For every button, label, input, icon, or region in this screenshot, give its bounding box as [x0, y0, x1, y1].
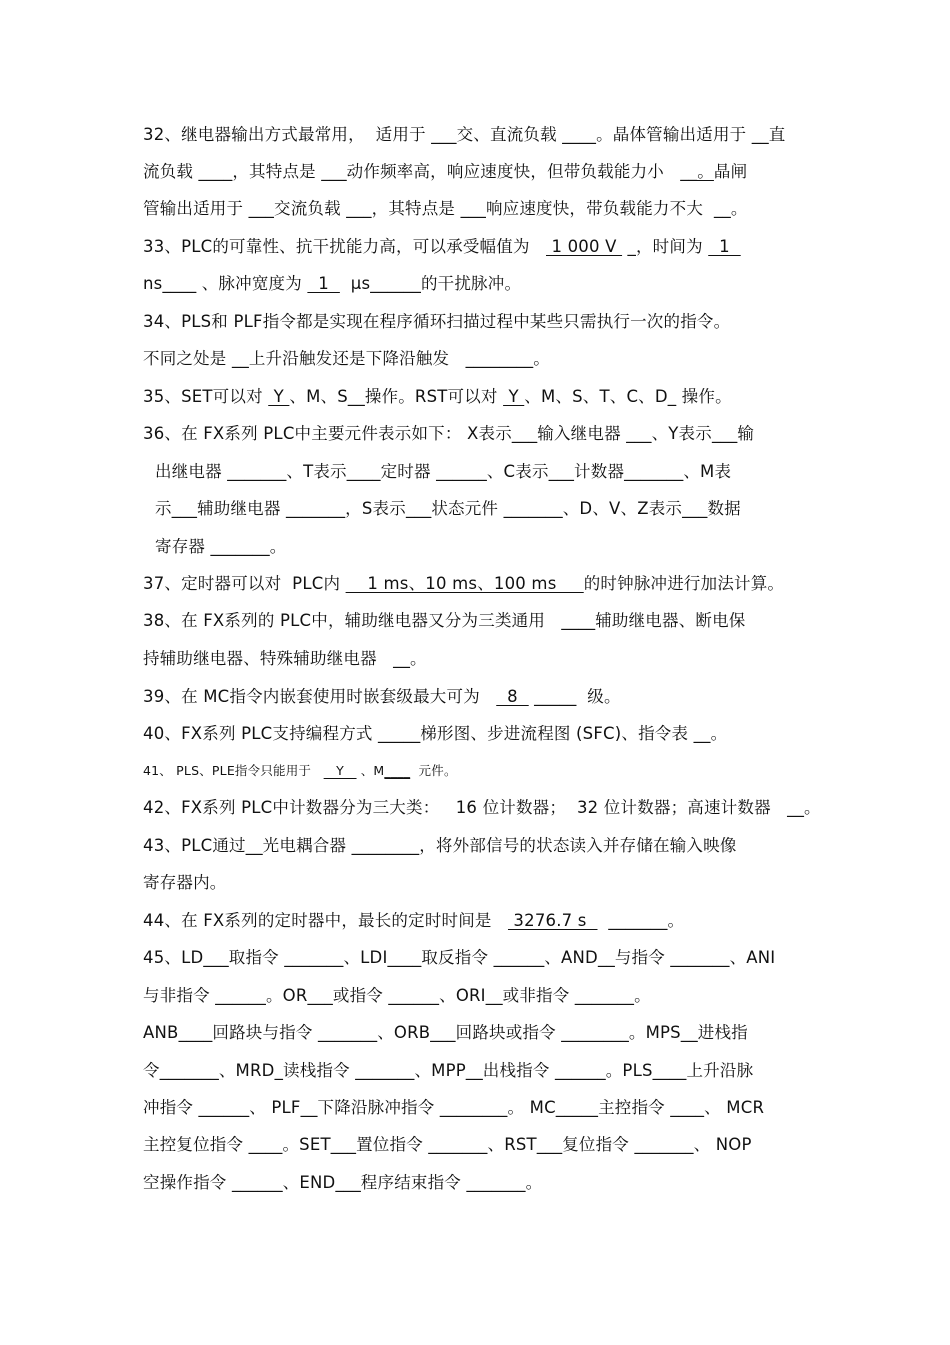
- text-segment: 。: [410, 649, 427, 668]
- text-segment: 、脉冲宽度为: [196, 274, 308, 293]
- answer-blank: ____: [248, 1135, 283, 1154]
- answer-blank: __: [465, 1061, 483, 1080]
- answer-blank: ___: [626, 424, 652, 443]
- text-segment: 、 MCR: [704, 1098, 765, 1117]
- answer-blank: ____: [562, 125, 597, 144]
- text-line: [143, 648, 427, 670]
- text-segment: 示: [155, 499, 172, 518]
- answer-blank: _______: [608, 911, 668, 930]
- text-segment: 交、直流负载: [456, 125, 563, 144]
- text-line: [143, 1022, 748, 1044]
- answer-blank: ___: [682, 499, 708, 518]
- answer-blank: _: [627, 237, 636, 256]
- text-segment: 辅助继电器、断电保: [595, 611, 746, 630]
- text-line: [143, 797, 821, 819]
- text-segment: 空操作指令: [143, 1173, 232, 1192]
- text-line: [143, 686, 621, 708]
- answer-blank: _____: [378, 724, 421, 743]
- answer-blank: _______: [503, 499, 563, 518]
- text-line: [143, 198, 748, 220]
- answer-blank: ____: [346, 462, 381, 481]
- text-line: [143, 910, 684, 932]
- text-segment: 、C表示: [486, 462, 549, 481]
- answer-blank: _______: [227, 462, 287, 481]
- text-segment: 与指令: [614, 948, 671, 967]
- answer-blank: _______: [574, 986, 635, 1005]
- text-line: [143, 872, 227, 894]
- text-segment: 。晶体管输出适用于: [596, 125, 752, 144]
- answer-blank: __: [347, 387, 365, 406]
- answer-blank: _______: [466, 1173, 526, 1192]
- answer-blank: ________: [439, 1098, 508, 1117]
- answer-blank: __: [693, 724, 711, 743]
- text-segment: 输入继电器: [537, 424, 627, 443]
- answer-blank: _______: [318, 1023, 378, 1042]
- text-segment: 35、SET可以对: [143, 387, 269, 406]
- answer-blank: ______: [493, 948, 545, 967]
- text-segment: 45、LD: [143, 948, 204, 967]
- text-segment: 、MRD: [218, 1061, 275, 1080]
- text-segment: 置位指令: [356, 1135, 429, 1154]
- text-segment: 42、FX系列 PLC中计数器分为三大类： 16 位计数器； 32 位计数器；高速计数器: [143, 798, 788, 817]
- answer-blank: ___: [511, 424, 538, 443]
- text-line: [143, 723, 727, 745]
- text-segment: 程序结束指令: [360, 1173, 467, 1192]
- text-segment: 出继电器: [155, 462, 228, 481]
- text-segment: 辅助继电器: [197, 499, 287, 518]
- text-segment: 。: [804, 798, 821, 817]
- answer-blank: _____: [555, 1098, 599, 1117]
- text-segment: 43、PLC通过: [143, 836, 246, 855]
- text-segment: 。: [730, 199, 748, 218]
- text-segment: 令: [143, 1061, 160, 1080]
- text-segment: ，S表示: [345, 499, 406, 518]
- answer-blank: ___: [335, 1173, 361, 1192]
- text-line: [143, 1172, 542, 1194]
- answer-blank: __: [393, 649, 411, 668]
- text-line: [143, 1134, 752, 1156]
- text-segment: 、D、V、Z表示: [562, 499, 683, 518]
- answer-blank: ___: [405, 499, 432, 518]
- answer-blank: Y: [503, 387, 525, 406]
- text-segment: 读栈指令: [283, 1061, 356, 1080]
- answer-blank: _: [274, 1061, 284, 1080]
- text-segment: 36、在 FX系列 PLC中主要元件表示如下： X表示: [143, 424, 512, 443]
- text-segment: μs: [339, 274, 371, 293]
- text-segment: ，将外部信号的状态读入并存储在输入映像: [419, 836, 737, 855]
- answer-blank: ___: [548, 462, 575, 481]
- text-segment: 38、在 FX系列的 PLC中，辅助继电器又分为三类通用: [143, 611, 562, 630]
- text-segment: 动作频率高，响应速度快，但带负载能力小: [346, 162, 681, 181]
- text-segment: 。OR: [265, 986, 308, 1005]
- text-segment: 。 MC: [507, 1098, 556, 1117]
- text-line: [143, 1097, 764, 1119]
- answer-blank: ______: [436, 462, 487, 481]
- text-line: [143, 760, 457, 782]
- text-line: [143, 573, 784, 595]
- answer-blank: 1: [708, 237, 741, 256]
- text-segment: 。: [634, 986, 651, 1005]
- text-segment: 。MPS: [628, 1023, 681, 1042]
- answer-blank: _______: [210, 537, 270, 556]
- text-line: [143, 835, 737, 857]
- answer-blank: ______: [215, 986, 266, 1005]
- text-line: [155, 498, 741, 520]
- text-segment: 、END: [282, 1173, 336, 1192]
- answer-blank: ____: [178, 1023, 213, 1042]
- text-segment: 、RST: [487, 1135, 537, 1154]
- answer-blank: ____: [162, 274, 197, 293]
- text-segment: 上升沿触发还是下降沿触发: [248, 349, 466, 368]
- text-segment: 管输出适用于: [143, 199, 249, 218]
- text-segment: ，其特点是: [371, 199, 461, 218]
- text-line: [143, 947, 775, 969]
- text-line: [143, 273, 521, 295]
- answer-blank: ______: [231, 1173, 283, 1192]
- text-segment: 主控复位指令: [143, 1135, 249, 1154]
- text-segment: 。: [525, 1173, 543, 1192]
- text-segment: 、Y表示: [651, 424, 712, 443]
- answer-blank: ___: [330, 1135, 357, 1154]
- text-segment: 流负载: [143, 162, 199, 181]
- text-line: [143, 348, 550, 370]
- text-segment: 或指令: [332, 986, 389, 1005]
- text-segment: 晶闸: [713, 162, 748, 181]
- text-line: [143, 161, 747, 183]
- answer-blank: _______: [634, 1135, 694, 1154]
- answer-blank: __: [680, 1023, 698, 1042]
- answer-blank: _______: [159, 1061, 219, 1080]
- answer-blank: ________: [561, 1023, 629, 1042]
- answer-blank: _: [667, 387, 677, 406]
- answer-blank: _______: [624, 462, 684, 481]
- text-segment: 进栈指: [697, 1023, 748, 1042]
- text-segment: 、M: [356, 763, 385, 778]
- answer-blank: _____: [534, 687, 577, 706]
- answer-blank: ___: [203, 948, 229, 967]
- text-segment: 、M、S、T、C、D: [524, 387, 668, 406]
- text-segment: 的时钟脉冲进行加法计算。: [583, 574, 785, 593]
- answer-blank: ___: [171, 499, 198, 518]
- text-segment: 梯形图、步进流程图 (SFC)、指令表: [420, 724, 694, 743]
- text-segment: [598, 911, 609, 930]
- answer-blank: 8: [496, 687, 529, 706]
- answer-blank: ___: [430, 1023, 456, 1042]
- answer-blank: 1: [307, 274, 340, 293]
- answer-blank: _______: [286, 499, 346, 518]
- answer-blank: ____: [198, 162, 233, 181]
- answer-blank: __: [713, 199, 731, 218]
- text-segment: 。: [533, 349, 550, 368]
- text-segment: 、ANI: [729, 948, 776, 967]
- text-segment: 44、在 FX系列的定时器中，最长的定时时间是: [143, 911, 508, 930]
- text-segment: 。SET: [282, 1135, 331, 1154]
- text-segment: 。: [667, 911, 685, 930]
- text-segment: 寄存器: [155, 537, 211, 556]
- answer-blank: ______: [198, 1098, 250, 1117]
- text-segment: 取指令: [228, 948, 285, 967]
- answer-blank: ____: [652, 1061, 687, 1080]
- text-segment: 、M、S: [289, 387, 348, 406]
- answer-blank: ______: [388, 986, 440, 1005]
- text-segment: ANB: [143, 1023, 179, 1042]
- text-segment: 、 NOP: [693, 1135, 752, 1154]
- text-line: [143, 386, 732, 408]
- text-line: [155, 536, 286, 558]
- text-segment: 33、PLC的可靠性、抗干扰能力高，可以承受幅值为: [143, 237, 546, 256]
- text-line: [143, 1060, 753, 1082]
- text-segment: 出栈指令: [482, 1061, 556, 1080]
- text-segment: 下降沿脉冲指令: [317, 1098, 440, 1117]
- text-segment: 状态元件: [431, 499, 504, 518]
- answer-blank: __: [245, 836, 263, 855]
- answer-blank: _______: [428, 1135, 488, 1154]
- text-segment: 操作。: [676, 387, 732, 406]
- text-segment: 。: [269, 537, 287, 556]
- answer-blank: __: [597, 948, 615, 967]
- text-line: [155, 461, 731, 483]
- answer-blank: __: [485, 986, 503, 1005]
- text-segment: 、ORI: [439, 986, 486, 1005]
- text-segment: 、 PLF: [249, 1098, 301, 1117]
- text-line: [143, 423, 754, 445]
- text-line: [143, 236, 741, 258]
- text-segment: 、T表示: [286, 462, 347, 481]
- text-segment: 回路块或指令: [455, 1023, 562, 1042]
- text-segment: ，其特点是: [232, 162, 322, 181]
- text-segment: 操作。RST可以对: [364, 387, 504, 406]
- text-segment: 定时器: [380, 462, 437, 481]
- text-segment: 或非指令: [502, 986, 575, 1005]
- answer-blank: ___: [346, 199, 372, 218]
- answer-blank: ___: [460, 199, 486, 218]
- text-segment: 级。: [576, 687, 621, 706]
- answer-blank: ___: [307, 986, 333, 1005]
- answer-blank: __: [231, 349, 249, 368]
- text-segment: 交流负载: [274, 199, 347, 218]
- answer-blank: ___: [321, 162, 347, 181]
- answer-blank: _______: [284, 948, 344, 967]
- answer-blank: ___: [711, 424, 738, 443]
- text-line: [143, 610, 746, 632]
- text-segment: 取反指令: [421, 948, 494, 967]
- answer-blank: __: [751, 125, 769, 144]
- answer-blank: ___: [536, 1135, 563, 1154]
- text-segment: 响应速度快，带负载能力不大: [485, 199, 714, 218]
- text-segment: 、MPP: [414, 1061, 466, 1080]
- answer-blank: ____: [561, 611, 596, 630]
- answer-blank: __。: [680, 162, 714, 181]
- text-segment: 、M表: [683, 462, 732, 481]
- text-line: [143, 985, 651, 1007]
- text-segment: ，时间为: [635, 237, 709, 256]
- text-segment: 、AND: [544, 948, 598, 967]
- text-segment: 不同之处是: [143, 349, 232, 368]
- answer-blank: ____: [384, 763, 411, 778]
- text-segment: 34、PLS和 PLF指令都是实现在程序循环扫描过程中某些只需执行一次的指令。: [143, 312, 731, 331]
- text-line: [143, 124, 785, 146]
- answer-blank: __: [787, 798, 805, 817]
- text-segment: 40、FX系列 PLC支持编程方式: [143, 724, 379, 743]
- text-segment: 复位指令: [562, 1135, 635, 1154]
- answer-blank: __: [300, 1098, 318, 1117]
- answer-blank: ________: [351, 836, 420, 855]
- answer-blank: ___: [248, 199, 275, 218]
- answer-blank: ____: [670, 1098, 705, 1117]
- answer-blank: 1 ms、10 ms、100 ms: [345, 574, 584, 593]
- text-segment: 41、 PLS、PLE指令只能用于: [143, 763, 324, 778]
- text-segment: 。: [710, 724, 728, 743]
- text-segment: 、LDI: [343, 948, 388, 967]
- answer-blank: Y: [268, 387, 290, 406]
- answer-blank: ______: [555, 1061, 606, 1080]
- answer-blank: Y: [323, 763, 357, 778]
- text-segment: 主控指令: [598, 1098, 671, 1117]
- text-line: [143, 311, 730, 333]
- answer-blank: ______: [370, 274, 421, 293]
- text-segment: 元件。: [410, 763, 457, 778]
- text-segment: 上升沿脉: [686, 1061, 754, 1080]
- answer-blank: 1 000 V: [546, 237, 623, 256]
- text-segment: 冲指令: [143, 1098, 199, 1117]
- text-segment: 直: [768, 125, 786, 144]
- answer-blank: _______: [670, 948, 730, 967]
- text-segment: 32、继电器输出方式最常用， 适用于: [143, 125, 432, 144]
- answer-blank: ____: [387, 948, 422, 967]
- text-segment: 、ORB: [377, 1023, 431, 1042]
- text-segment: 寄存器内。: [143, 873, 227, 892]
- text-segment: 与非指令: [143, 986, 216, 1005]
- answer-blank: ________: [465, 349, 534, 368]
- text-segment: 39、在 MC指令内嵌套使用时嵌套级最大可为: [143, 687, 497, 706]
- answer-blank: 3276.7 s: [507, 911, 598, 930]
- text-segment: 回路块与指令: [212, 1023, 319, 1042]
- text-segment: 计数器: [574, 462, 625, 481]
- text-segment: ns: [143, 274, 163, 293]
- text-segment: 数据: [707, 499, 741, 518]
- text-segment: 。PLS: [605, 1061, 653, 1080]
- text-segment: 输: [737, 424, 755, 443]
- text-segment: 37、定时器可以对 PLC内: [143, 574, 346, 593]
- answer-blank: ___: [431, 125, 457, 144]
- text-segment: 的干扰脉冲。: [420, 274, 522, 293]
- answer-blank: _______: [355, 1061, 415, 1080]
- text-segment: 持辅助继电器、特殊辅助继电器: [143, 649, 394, 668]
- text-segment: 光电耦合器: [262, 836, 352, 855]
